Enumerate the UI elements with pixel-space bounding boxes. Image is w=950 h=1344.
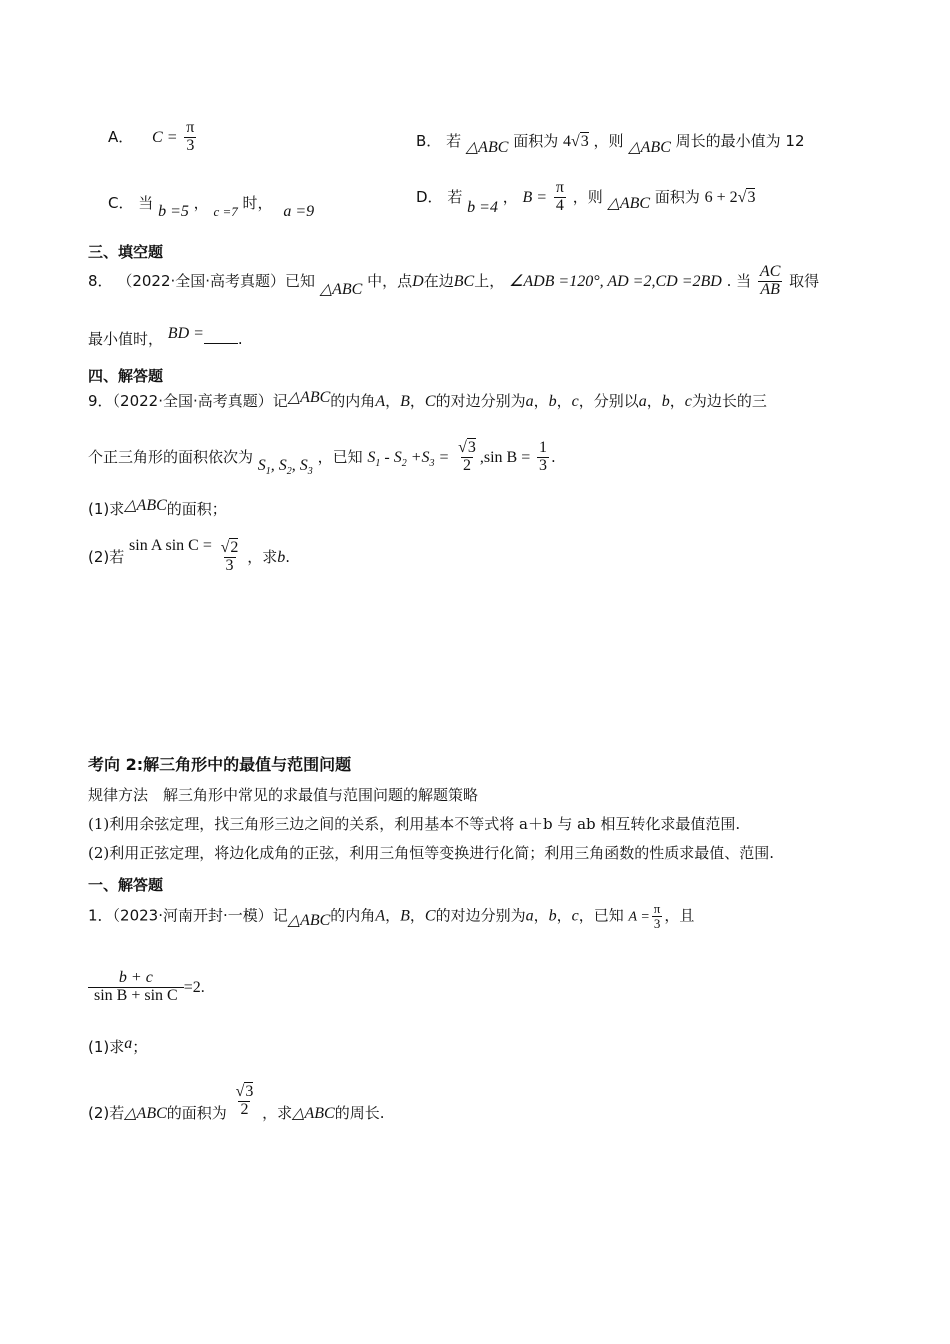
section-fill-blank-heading: 三、填空题	[88, 243, 164, 261]
method-line: 规律方法 解三角形中常见的求最值与范围问题的解题策略	[88, 786, 479, 804]
method-item-2: (2)利用正弦定理，将边化成角的正弦，利用三角恒等变换进行化简；利用三角函数的性质求最值、范围.	[88, 844, 775, 862]
method-item-1: (1)利用余弦定理，找三角形三边之间的关系，利用基本不等式将 a＋b 与 ab 相互转化求最值范围.	[88, 815, 741, 833]
question-1-part1: (1)求a；	[88, 1035, 148, 1056]
option-a-expr: C =	[152, 128, 178, 146]
question-9-sqrt3-over-2: $\frac{√3}{2}$	[458, 439, 476, 474]
option-a-label: A．	[108, 127, 134, 146]
section-answer-heading: 四、解答题	[88, 367, 164, 385]
question-8-line1: 8． （2022·全国·高考真题）已知 △ABC 中，点D在边BC上， ∠ADB =120°, AD =2,CD =2BD . 当 $\frac{AC}{AB}$ 取得	[88, 263, 820, 298]
section-answer-heading-2: 一、解答题	[88, 876, 164, 894]
option-b: B． 若 △ABC 面积为 4√3 ，则 △ABC 周长的最小值为 12	[416, 132, 805, 156]
option-d: D． 若 b =4 ， B = $\frac{\pi}{4}$ ，则 △ABC 面积为 6 + 2√3	[416, 179, 756, 216]
question-1-line1: 1．（2023·河南开封·一模）记△ABC的内角A，B，C的对边分别为a，b，c，已知 A = $\frac{\pi}{3}$ ，且	[88, 901, 695, 931]
question-9-line1: 9．（2022·全国·高考真题）记△ABC的内角A，B，C的对边分别为a，b，c，分别以a，b，c为边长的三	[88, 389, 767, 410]
option-c: C． 当 b =5 ， c =7 时， a =9	[108, 194, 315, 220]
question-1-line2: $\frac{b + c}{\text{sin B + sin C}}$ =2.	[88, 970, 205, 1005]
question-1-part2: (2)若△ABC的面积为 $\frac{√3}{2}$ ，求△ABC的周长.	[88, 1083, 385, 1122]
question-1-fraction: $\frac{b + c}{\text{sin B + sin C}}$	[88, 970, 184, 1005]
question-9-line2: 个正三角形的面积依次为 $S_1$, $S_2$, $S_3$ ，已知 $S_1 - S_2 +S_3$ = $\frac{√3}{2}$ ,sin B = $\frac{1}{3}$ .	[88, 439, 556, 477]
question-8-line2: 最小值时， BD = .	[88, 325, 243, 348]
question-9-part1: (1)求△ABC的面积；	[88, 497, 227, 518]
question-8-condition: ∠ADB =120°, AD =2,CD =2BD	[508, 272, 722, 290]
answer-blank[interactable]	[204, 329, 238, 344]
option-a	[108, 120, 198, 155]
option-a-fraction: $\frac{\pi}{3}$	[186, 119, 195, 154]
question-8-fraction: $\frac{AC}{AB}$	[759, 263, 781, 298]
topic-title: 考向 2:解三角形中的最值与范围问题	[88, 755, 352, 774]
question-9-part2: (2)若 sin A sin C = $\frac{√2}{3}$ ，求b.	[88, 536, 290, 574]
